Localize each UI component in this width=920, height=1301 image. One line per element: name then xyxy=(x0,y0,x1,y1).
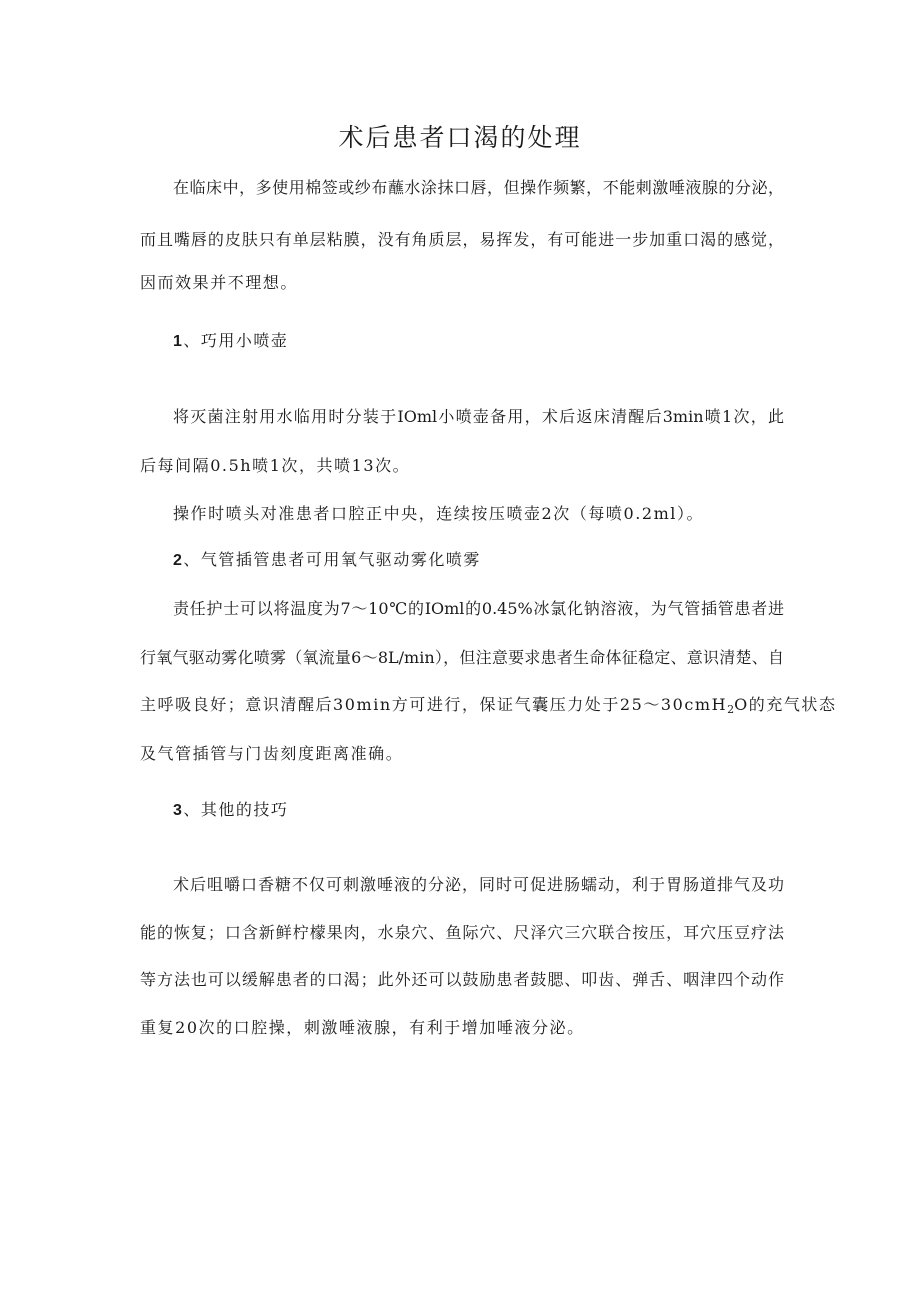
section-2-line-4: 及气管插管与门齿刻度距离准确。 xyxy=(140,744,404,763)
section-3-line-4: 重复20次的口腔操，刺激唾液腺，有利于增加唾液分泌。 xyxy=(140,1018,585,1037)
section-1-heading xyxy=(173,328,288,355)
section-2-line-3-text: 主呼吸良好；意识清醒后30min方可进行，保证气囊压力处于25～30cmH xyxy=(140,695,728,714)
section-3-number: 3 xyxy=(173,802,184,819)
section-3-line-1: 术后咀嚼口香糖不仅可刺激唾液的分泌，同时可促进肠蠕动，利于胃肠道排气及功 xyxy=(173,875,784,894)
section-3-heading xyxy=(173,797,288,824)
section-2-title: 、气管插管患者可用氧气驱动雾化喷雾 xyxy=(183,550,481,569)
section-1-para1-line-2: 后每间隔0.5h喷1次，共喷13次。 xyxy=(140,456,411,475)
section-2-line-2: 行氧气驱动雾化喷雾（氧流量6～8L/min），但注意要求患者生命体征稳定、意识清楚、自 xyxy=(140,648,784,667)
section-1-para1-line-1: 将灭菌注射用水临用时分装于IOml小喷壶备用，术后返床清醒后3min喷1次，此 xyxy=(173,407,784,426)
section-2-line-3-tail: O的充气状态 xyxy=(734,695,837,714)
intro-line-1: 在临床中，多使用棉签或纱布蘸水涂抹口唇，但操作频繁，不能刺激唾液腺的分泌， xyxy=(173,178,784,197)
section-2-number: 2 xyxy=(173,552,184,569)
section-3-line-3: 等方法也可以缓解患者的口渴；此外还可以鼓励患者鼓腮、叩齿、弹舌、咽津四个动作 xyxy=(140,970,784,989)
subscript-2: 2 xyxy=(727,703,735,716)
section-1-para2: 操作时喷头对准患者口腔正中央，连续按压喷壶2次（每喷0.2ml）。 xyxy=(173,504,705,523)
section-2-line-1: 责任护士可以将温度为7～10℃的IOml的0.45%冰氯化钠溶液，为气管插管患者进 xyxy=(173,599,784,618)
section-2-line-3 xyxy=(140,692,837,723)
section-1-number: 1 xyxy=(173,333,184,350)
section-2-heading xyxy=(173,547,481,574)
intro-line-2: 而且嘴唇的皮肤只有单层粘膜，没有角质层，易挥发，有可能进一步加重口渴的感觉， xyxy=(140,230,784,249)
section-3-title: 、其他的技巧 xyxy=(183,800,289,819)
document-title: 术后患者口渴的处理 xyxy=(338,123,582,152)
intro-line-3: 因而效果并不理想。 xyxy=(140,273,298,292)
section-1-title: 、巧用小喷壶 xyxy=(183,331,289,350)
section-3-line-2: 能的恢复；口含新鲜柠檬果肉，水泉穴、鱼际穴、尺泽穴三穴联合按压，耳穴压豆疗法 xyxy=(140,923,784,942)
